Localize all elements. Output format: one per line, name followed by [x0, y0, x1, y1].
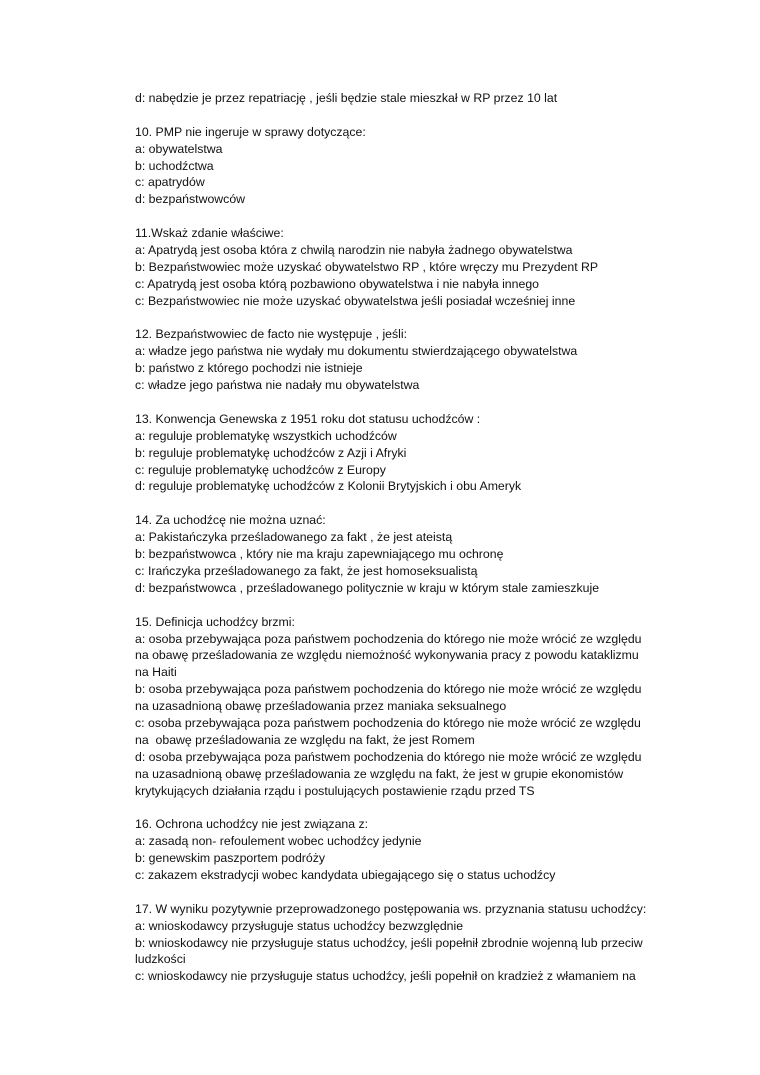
answer-line: na uzasadnioną obawę prześladowania ze względu na fakt, że jest w grupie ekonomistów [135, 766, 624, 781]
answer-line: d: bezpaństwowców [135, 192, 246, 207]
question-16 [135, 816, 695, 884]
question-title: 14. Za uchodźcę nie można uznać: [135, 513, 326, 528]
answer-line: c: Bezpaństwowiec nie może uzyskać obywatelstwa jeśli posiadał wcześniej inne [135, 293, 576, 308]
answer-line: na uzasadnioną obawę prześladowania przez maniaka seksualnego [135, 699, 507, 714]
question-title: 12. Bezpaństwowiec de facto nie występuje , jeśli: [135, 327, 408, 342]
answer-line: c: Apatrydą jest osoba którą pozbawiono obywatelstwa i nie nabyła innego [135, 276, 540, 291]
answer-line: krytykujących działania rządu i postulujących postawienie rządu przed TS [135, 783, 535, 798]
question-13 [135, 411, 695, 495]
answer-line: b: wnioskodawcy nie przysługuje status uchodźcy, jeśli popełnił zbrodnie wojenną lub przeciw [135, 935, 643, 950]
answer-line: c: władze jego państwa nie nadały mu obywatelstwa [135, 378, 420, 393]
answer-line: c: Irańczyka prześladowanego za fakt, że jest homoseksualistą [135, 563, 478, 578]
answer-line: c: zakazem ekstradycji wobec kandydata ubiegającego się o status uchodźcy [135, 867, 556, 882]
question-title: 17. W wyniku pozytywnie przeprowadzonego postępowania ws. przyznania statusu uchodźcy: [135, 901, 647, 916]
spacer [135, 107, 695, 124]
answer-line: c: apatrydów [135, 175, 205, 190]
question-title: 15. Definicja uchodźcy brzmi: [135, 614, 295, 629]
answer-line: c: osoba przebywająca poza państwem pochodzenia do którego nie może wrócić ze względu [135, 715, 641, 730]
answer-line: c: wnioskodawcy nie przysługuje status uchodźcy, jeśli popełnił on kradzież z włamaniem na [135, 969, 636, 984]
answer-line: a: zasadą non- refoulement wobec uchodźcy jedynie [135, 834, 422, 849]
question-17 [135, 901, 695, 985]
question-title: 13. Konwencja Genewska z 1951 roku dot statusu uchodźców : [135, 411, 481, 426]
answer-line: a: wnioskodawcy przysługuje status uchodźcy bezwzględnie [135, 918, 464, 933]
document-text [135, 90, 695, 985]
question-title: 16. Ochrona uchodźcy nie jest związana z: [135, 817, 369, 832]
intro-line: d: nabędzie je przez repatriację , jeśli będzie stale mieszkał w RP przez 10 lat [135, 91, 558, 105]
answer-line: b: osoba przebywająca poza państwem pochodzenia do którego nie może wrócić ze względu [135, 682, 642, 697]
question-title: 11.Wskaż zdanie właściwe: [135, 226, 284, 241]
spacer [135, 799, 695, 816]
question-title: 10. PMP nie ingeruje w sprawy dotyczące: [135, 124, 366, 139]
answer-line: a: reguluje problematykę wszystkich uchodźców [135, 428, 397, 443]
answer-line: a: Pakistańczyka prześladowanego za fakt , że jest ateistą [135, 530, 453, 545]
spacer [135, 310, 695, 327]
answer-line: b: genewskim paszportem podróży [135, 851, 326, 866]
question-12 [135, 326, 695, 394]
question-10 [135, 124, 695, 208]
answer-line: b: bezpaństwowca , który nie ma kraju zapewniającego mu ochronę [135, 547, 504, 562]
answer-line: b: Bezpaństwowiec może uzyskać obywatelstwo RP , które wręczy mu Prezydent RP [135, 259, 599, 274]
answer-line: d: bezpaństwowca , prześladowanego politycznie w kraju w którym stale zamieszkuje [135, 580, 600, 595]
answer-line: b: uchodźctwa [135, 158, 214, 173]
question-11 [135, 225, 695, 309]
answer-line: d: osoba przebywająca poza państwem pochodzenia do którego nie może wrócić ze względu [135, 749, 642, 764]
answer-line: na obawę prześladowania ze względu na fakt, że jest Romem [135, 732, 475, 747]
answer-line: a: Apatrydą jest osoba która z chwilą narodzin nie nabyła żadnego obywatelstwa [135, 243, 573, 258]
question-15 [135, 614, 695, 800]
answer-line: ludzkości [135, 952, 186, 967]
spacer [135, 884, 695, 901]
answer-line: na obawę prześladowania ze względu niemożność wykonywania pracy z powodu kataklizmu [135, 648, 639, 663]
answer-line: b: państwo z którego pochodzi nie istnieje [135, 361, 363, 376]
answer-line: a: osoba przebywająca poza państwem pochodzenia do którego nie może wrócić ze względu [135, 631, 642, 646]
spacer [135, 208, 695, 225]
answer-line: b: reguluje problematykę uchodźców z Azji i Afryki [135, 445, 407, 460]
answer-line: na Haiti [135, 665, 177, 680]
spacer [135, 597, 695, 614]
answer-line: c: reguluje problematykę uchodźców z Europy [135, 462, 386, 477]
answer-line: d: reguluje problematykę uchodźców z Kolonii Brytyjskich i obu Ameryk [135, 479, 522, 494]
spacer [135, 394, 695, 411]
answer-line: a: władze jego państwa nie wydały mu dokumentu stwierdzającego obywatelstwa [135, 344, 578, 359]
answer-line: a: obywatelstwa [135, 141, 223, 156]
question-14 [135, 512, 695, 596]
spacer [135, 495, 695, 512]
